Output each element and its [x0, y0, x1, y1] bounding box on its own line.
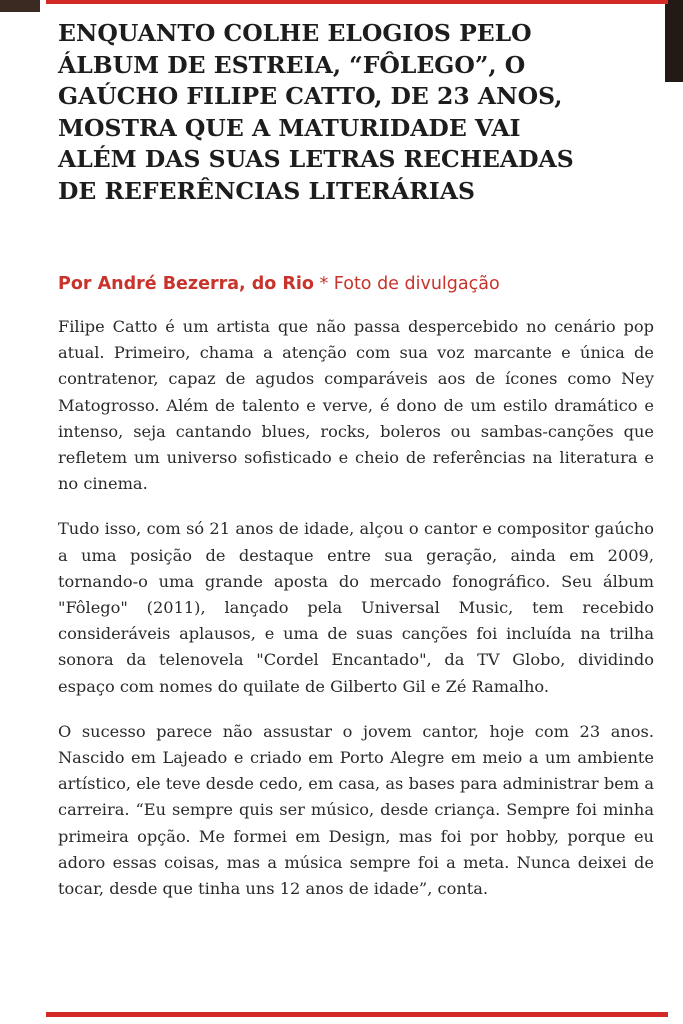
photo-credit: * Foto de divulgação: [319, 274, 500, 294]
headline-line: ALÉM DAS SUAS LETRAS RECHEADAS: [58, 145, 574, 174]
article-body: [58, 314, 654, 921]
page-edge-left: [0, 0, 40, 12]
article-paragraph: Filipe Catto é um artista que não passa despercebido no cenário pop atual. Primeiro, chama a atenção com sua voz marcante e única de contratenor, capaz de agudos comparáveis aos de ícones como Ney Matogrosso. Além de talento e verve, é dono de um estilo dramático e intenso, seja cantando blues, rocks, boleros ou sambas-canções que refletem um universo sofisticado e cheio de referências na literatura e no cinema.: [58, 317, 654, 494]
headline-line: DE REFERÊNCIAS LITERÁRIAS: [58, 176, 475, 205]
headline: [58, 18, 658, 208]
top-red-rule: [46, 0, 668, 4]
byline: [58, 272, 658, 296]
headline-line: ENQUANTO COLHE ELOGIOS PELO: [58, 19, 532, 47]
headline-line: ÁLBUM DE ESTREIA, “FÔLEGO”, O: [58, 50, 526, 79]
article-paragraph: Tudo isso, com só 21 anos de idade, alçou o cantor e compositor gaúcho a uma posição de destaque entre sua geração, ainda em 2009, tornando-o uma grande aposta do mercado fonográfico. Seu álbum "Fôlego" (2011), lançado pela Universal Music, tem recebido consideráveis aplausos, e uma de suas canções foi incluída na trilha sonora da telenovela "Cordel Encantado", da TV Globo, dividindo espaço com nomes do quilate de Gilberto Gil e Zé Ramalho.: [58, 519, 654, 696]
byline-author: Por André Bezerra, do Rio: [58, 274, 314, 294]
headline-line: GAÚCHO FILIPE CATTO, DE 23 ANOS,: [58, 82, 563, 111]
article-paragraph: O sucesso parece não assustar o jovem cantor, hoje com 23 anos. Nascido em Lajeado e criado em Porto Alegre em meio a um ambiente artístico, ele teve desde cedo, em casa, as bases para administrar bem a carreira. “Eu sempre quis ser músico, desde criança. Sempre foi minha primeira opção. Me formei em Design, mas foi por hobby, porque eu adoro essas coisas, mas a música sempre foi a meta. Nunca deixei de tocar, desde que tinha uns 12 anos de idade”, conta.: [58, 721, 654, 899]
bottom-red-rule: [46, 1012, 668, 1017]
page-edge-right: [665, 0, 683, 82]
headline-line: MOSTRA QUE A MATURIDADE VAI: [58, 113, 521, 142]
